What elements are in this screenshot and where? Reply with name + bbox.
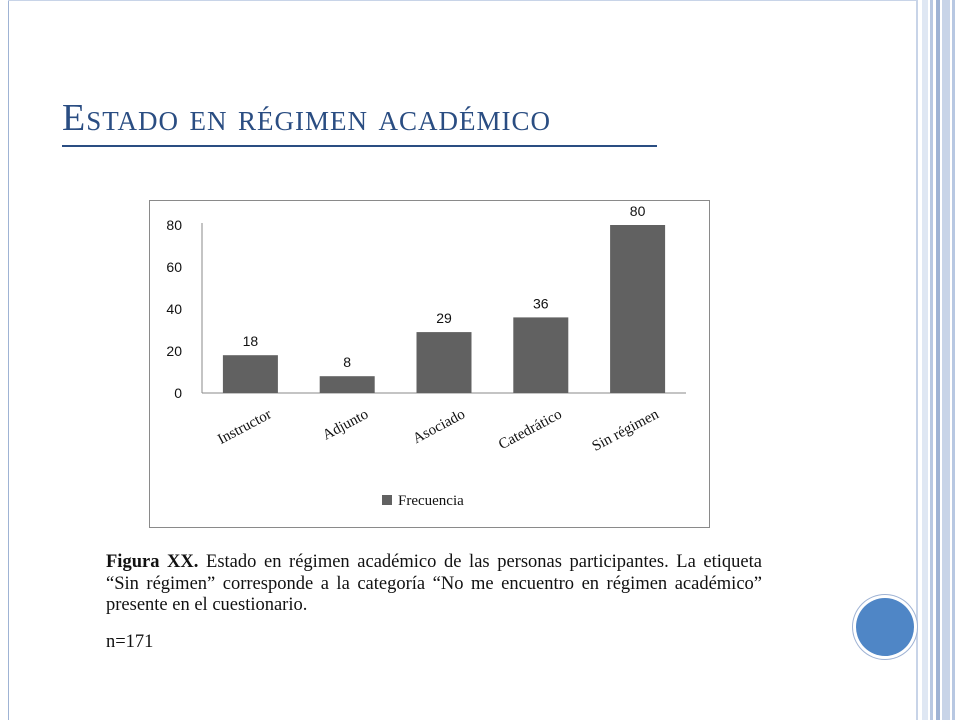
y-tick-label: 0 bbox=[174, 385, 182, 401]
caption-label: Figura XX. bbox=[106, 552, 199, 572]
y-tick-label: 60 bbox=[166, 259, 182, 275]
legend-label: Frecuencia bbox=[398, 493, 464, 509]
x-category-label: Adjunto bbox=[320, 406, 372, 444]
decorative-stripe bbox=[922, 0, 928, 720]
bar bbox=[513, 317, 568, 393]
decorative-stripe bbox=[916, 0, 918, 720]
x-category-label: Sin régimen bbox=[589, 406, 662, 455]
bar-chart bbox=[150, 201, 709, 527]
bar bbox=[610, 225, 665, 393]
accent-circle bbox=[856, 598, 914, 656]
caption-text: Estado en régimen académico de las personas participantes. La etiqueta “Sin régimen” corresponde a la categoría “No me encuentro en régimen académico” presente en el cuestionario. bbox=[106, 552, 762, 615]
bar bbox=[417, 332, 472, 393]
x-category-label: Instructor bbox=[215, 406, 275, 448]
decorative-stripe bbox=[936, 0, 940, 720]
data-label: 18 bbox=[242, 333, 259, 350]
sample-size: n=171 bbox=[106, 632, 154, 652]
y-tick-label: 80 bbox=[166, 217, 182, 233]
data-label: 36 bbox=[533, 295, 549, 312]
chart-container bbox=[149, 200, 710, 528]
figure-caption bbox=[106, 552, 762, 617]
slide-frame-top bbox=[8, 0, 916, 1]
data-label: 80 bbox=[629, 203, 646, 219]
slide-frame-left bbox=[8, 0, 9, 720]
bar bbox=[223, 355, 278, 393]
y-tick-label: 40 bbox=[166, 301, 182, 317]
decorative-stripe bbox=[952, 0, 955, 720]
x-category-label: Asociado bbox=[410, 406, 468, 448]
decorative-stripe bbox=[942, 0, 950, 720]
y-tick-label: 20 bbox=[166, 343, 182, 359]
slide-title: Estado en régimen académico bbox=[62, 97, 552, 139]
title-underline bbox=[62, 145, 657, 147]
data-label: 8 bbox=[343, 354, 352, 371]
data-label: 29 bbox=[436, 310, 452, 327]
x-category-label: Catedrático bbox=[496, 406, 565, 453]
legend-swatch bbox=[382, 495, 392, 505]
decorative-stripe bbox=[930, 0, 933, 720]
bar bbox=[320, 376, 375, 393]
